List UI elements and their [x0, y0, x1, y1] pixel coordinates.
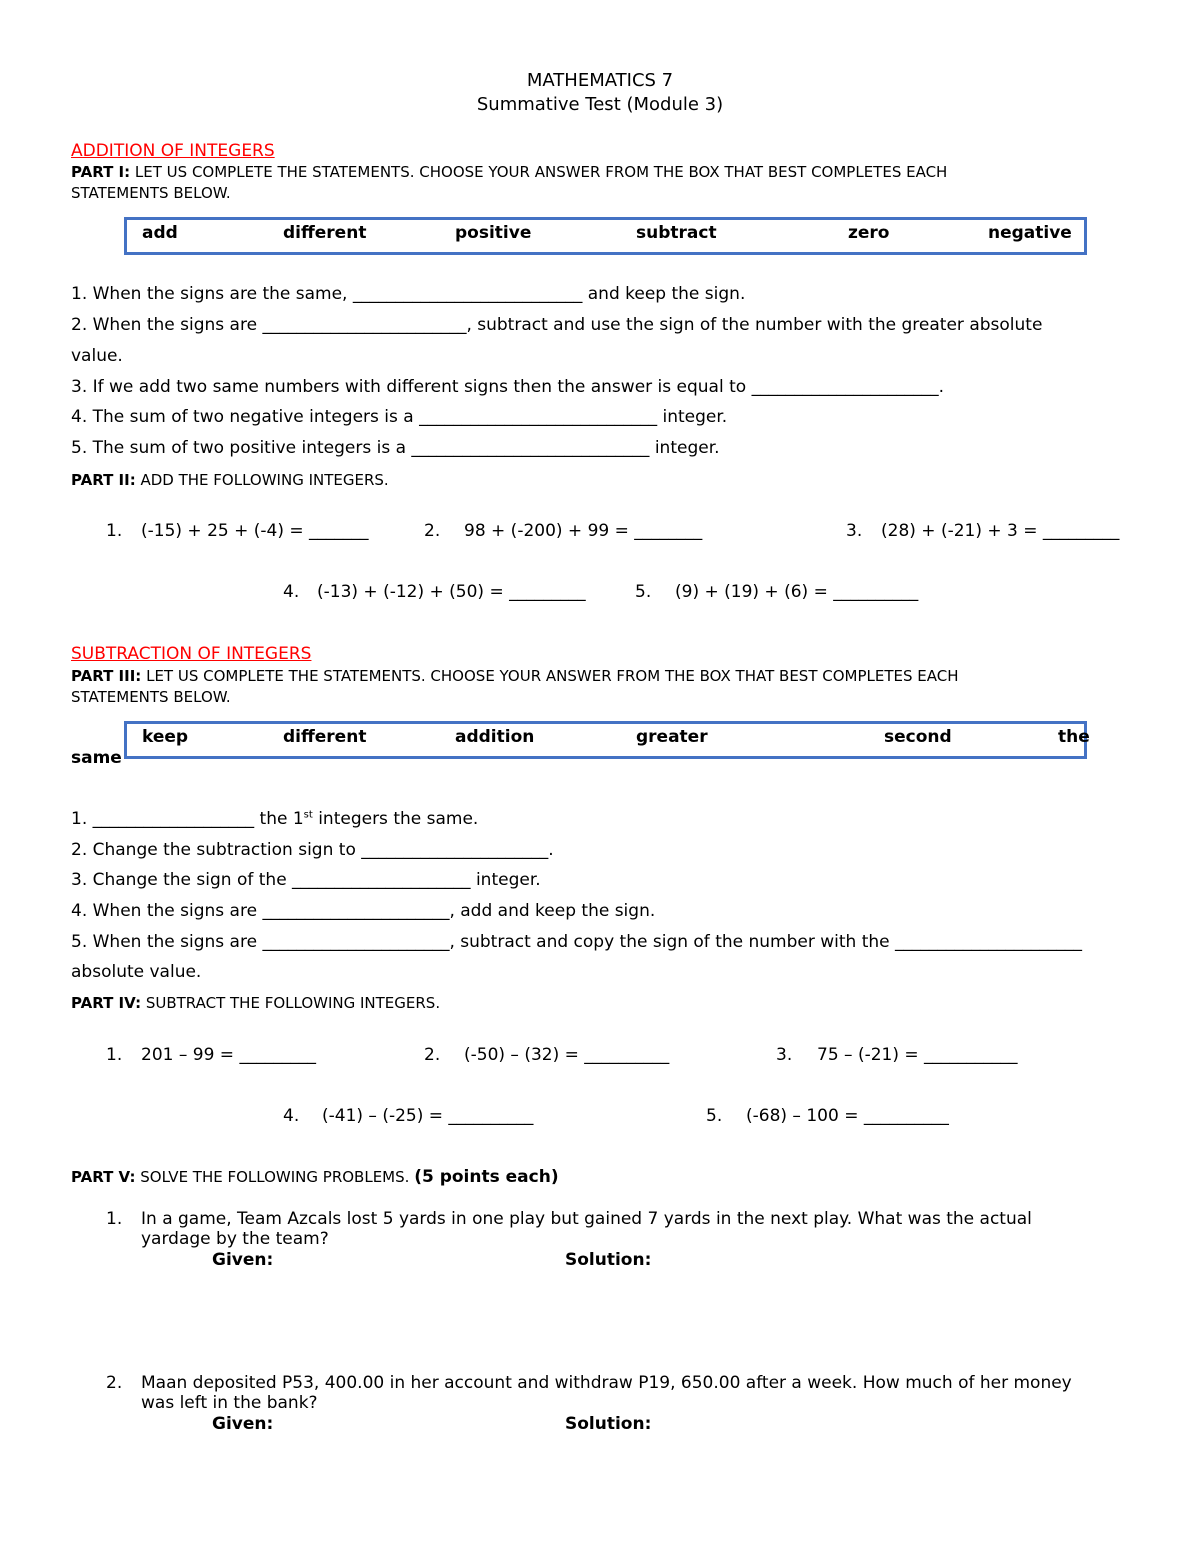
- word-box-item: negative: [988, 223, 1072, 243]
- statement-line: 5. When the signs are ______________________, subtract and copy the sign of the number with the ______________________: [71, 932, 1083, 952]
- ordinal-suffix: st: [303, 809, 313, 821]
- problem-number: 3.: [846, 521, 863, 541]
- word-problem-text: yardage by the team?: [141, 1229, 329, 1249]
- statement-line: 4. When the signs are ______________________, add and keep the sign.: [71, 901, 656, 921]
- part5-label: PART V:: [71, 1168, 136, 1186]
- problem-number: 4.: [283, 582, 300, 602]
- part3-instructions: [71, 666, 959, 687]
- problem-expression: 98 + (-200) + 99 = ________: [464, 521, 703, 541]
- word-problem-number: 2.: [106, 1373, 123, 1393]
- subject-title: MATHEMATICS 7: [526, 70, 674, 91]
- given-label: Given:: [212, 1414, 274, 1434]
- word-box-item: second: [884, 727, 952, 747]
- part1-label: PART I:: [71, 163, 131, 181]
- solution-label: Solution:: [565, 1414, 652, 1434]
- problem-expression: (-13) + (-12) + (50) = _________: [317, 582, 586, 602]
- part2-text: ADD THE FOLLOWING INTEGERS.: [135, 471, 389, 489]
- statement-line: absolute value.: [71, 962, 202, 982]
- statement-line: 2. When the signs are ________________________, subtract and use the sign of the number with the greater absolute: [71, 315, 1043, 335]
- problem-number: 5.: [706, 1106, 723, 1126]
- part2-instructions: [71, 470, 389, 491]
- word-problem-text: In a game, Team Azcals lost 5 yards in one play but gained 7 yards in the next play. What was the actual: [141, 1209, 1032, 1229]
- part5-instructions: [71, 1167, 559, 1187]
- word-box-item: the: [1058, 727, 1090, 747]
- given-label: Given:: [212, 1250, 274, 1270]
- statement-text: 1. ___________________ the 1: [71, 809, 304, 829]
- part5-text: SOLVE THE FOLLOWING PROBLEMS.: [135, 1168, 415, 1186]
- points-note: (5 points each): [414, 1167, 559, 1187]
- word-box-overflow: same: [71, 748, 122, 768]
- statement-line: 2. Change the subtraction sign to ______________________.: [71, 840, 554, 860]
- word-problem-text: Maan deposited P53, 400.00 in her account and withdraw P19, 650.00 after a week. How much of her money: [141, 1373, 1072, 1393]
- statement-line: 3. Change the sign of the _____________________ integer.: [71, 870, 541, 890]
- problem-expression: (-15) + 25 + (-4) = _______: [141, 521, 369, 541]
- problem-expression: (9) + (19) + (6) = __________: [675, 582, 919, 602]
- problem-number: 2.: [424, 1045, 441, 1065]
- problem-expression: 201 – 99 = _________: [141, 1045, 316, 1065]
- part3-instructions-cont: STATEMENTS BELOW.: [71, 688, 231, 706]
- word-box-item: greater: [636, 727, 708, 747]
- problem-number: 2.: [424, 521, 441, 541]
- subtraction-heading: SUBTRACTION OF INTEGERS: [71, 644, 312, 664]
- problem-number: 1.: [106, 1045, 123, 1065]
- problem-number: 5.: [635, 582, 652, 602]
- statement-line: [71, 809, 478, 829]
- statement-line: 3. If we add two same numbers with different signs then the answer is equal to ______________________.: [71, 377, 944, 397]
- statement-line: 5. The sum of two positive integers is a ____________________________ integer.: [71, 438, 720, 458]
- word-box-item: different: [283, 223, 367, 243]
- test-title: Summative Test (Module 3): [476, 94, 724, 115]
- part4-text: SUBTRACT THE FOLLOWING INTEGERS.: [141, 994, 441, 1012]
- statement-text: integers the same.: [312, 809, 479, 829]
- statement-line: 1. When the signs are the same, ___________________________ and keep the sign.: [71, 284, 746, 304]
- word-box-addition: [124, 217, 1087, 255]
- part3-text: LET US COMPLETE THE STATEMENTS. CHOOSE YOUR ANSWER FROM THE BOX THAT BEST COMPLETES EACH: [141, 667, 959, 685]
- word-problem-number: 1.: [106, 1209, 123, 1229]
- part2-label: PART II:: [71, 471, 136, 489]
- problem-number: 3.: [776, 1045, 793, 1065]
- part1-text: LET US COMPLETE THE STATEMENTS. CHOOSE YOUR ANSWER FROM THE BOX THAT BEST COMPLETES EACH: [130, 163, 948, 181]
- word-box-item: different: [283, 727, 367, 747]
- part4-instructions: [71, 993, 440, 1014]
- word-box-item: zero: [848, 223, 890, 243]
- problem-expression: (-68) – 100 = __________: [746, 1106, 949, 1126]
- word-box-item: positive: [455, 223, 532, 243]
- part1-instructions: [71, 162, 947, 183]
- problem-number: 4.: [283, 1106, 300, 1126]
- problem-expression: (-50) – (32) = __________: [464, 1045, 670, 1065]
- part4-label: PART IV:: [71, 994, 142, 1012]
- problem-expression: (-41) – (-25) = __________: [322, 1106, 534, 1126]
- word-box-item: addition: [455, 727, 535, 747]
- problem-number: 1.: [106, 521, 123, 541]
- statement-line: 4. The sum of two negative integers is a ____________________________ integer.: [71, 407, 728, 427]
- word-box-item: keep: [142, 727, 189, 747]
- statement-line: value.: [71, 346, 123, 366]
- word-box-item: add: [142, 223, 178, 243]
- part3-label: PART III:: [71, 667, 142, 685]
- problem-expression: (28) + (-21) + 3 = _________: [881, 521, 1120, 541]
- word-problem-text: was left in the bank?: [141, 1393, 318, 1413]
- solution-label: Solution:: [565, 1250, 652, 1270]
- addition-heading: ADDITION OF INTEGERS: [71, 141, 275, 161]
- word-box-item: subtract: [636, 223, 717, 243]
- part1-instructions-cont: STATEMENTS BELOW.: [71, 184, 231, 202]
- problem-expression: 75 – (-21) = ___________: [817, 1045, 1018, 1065]
